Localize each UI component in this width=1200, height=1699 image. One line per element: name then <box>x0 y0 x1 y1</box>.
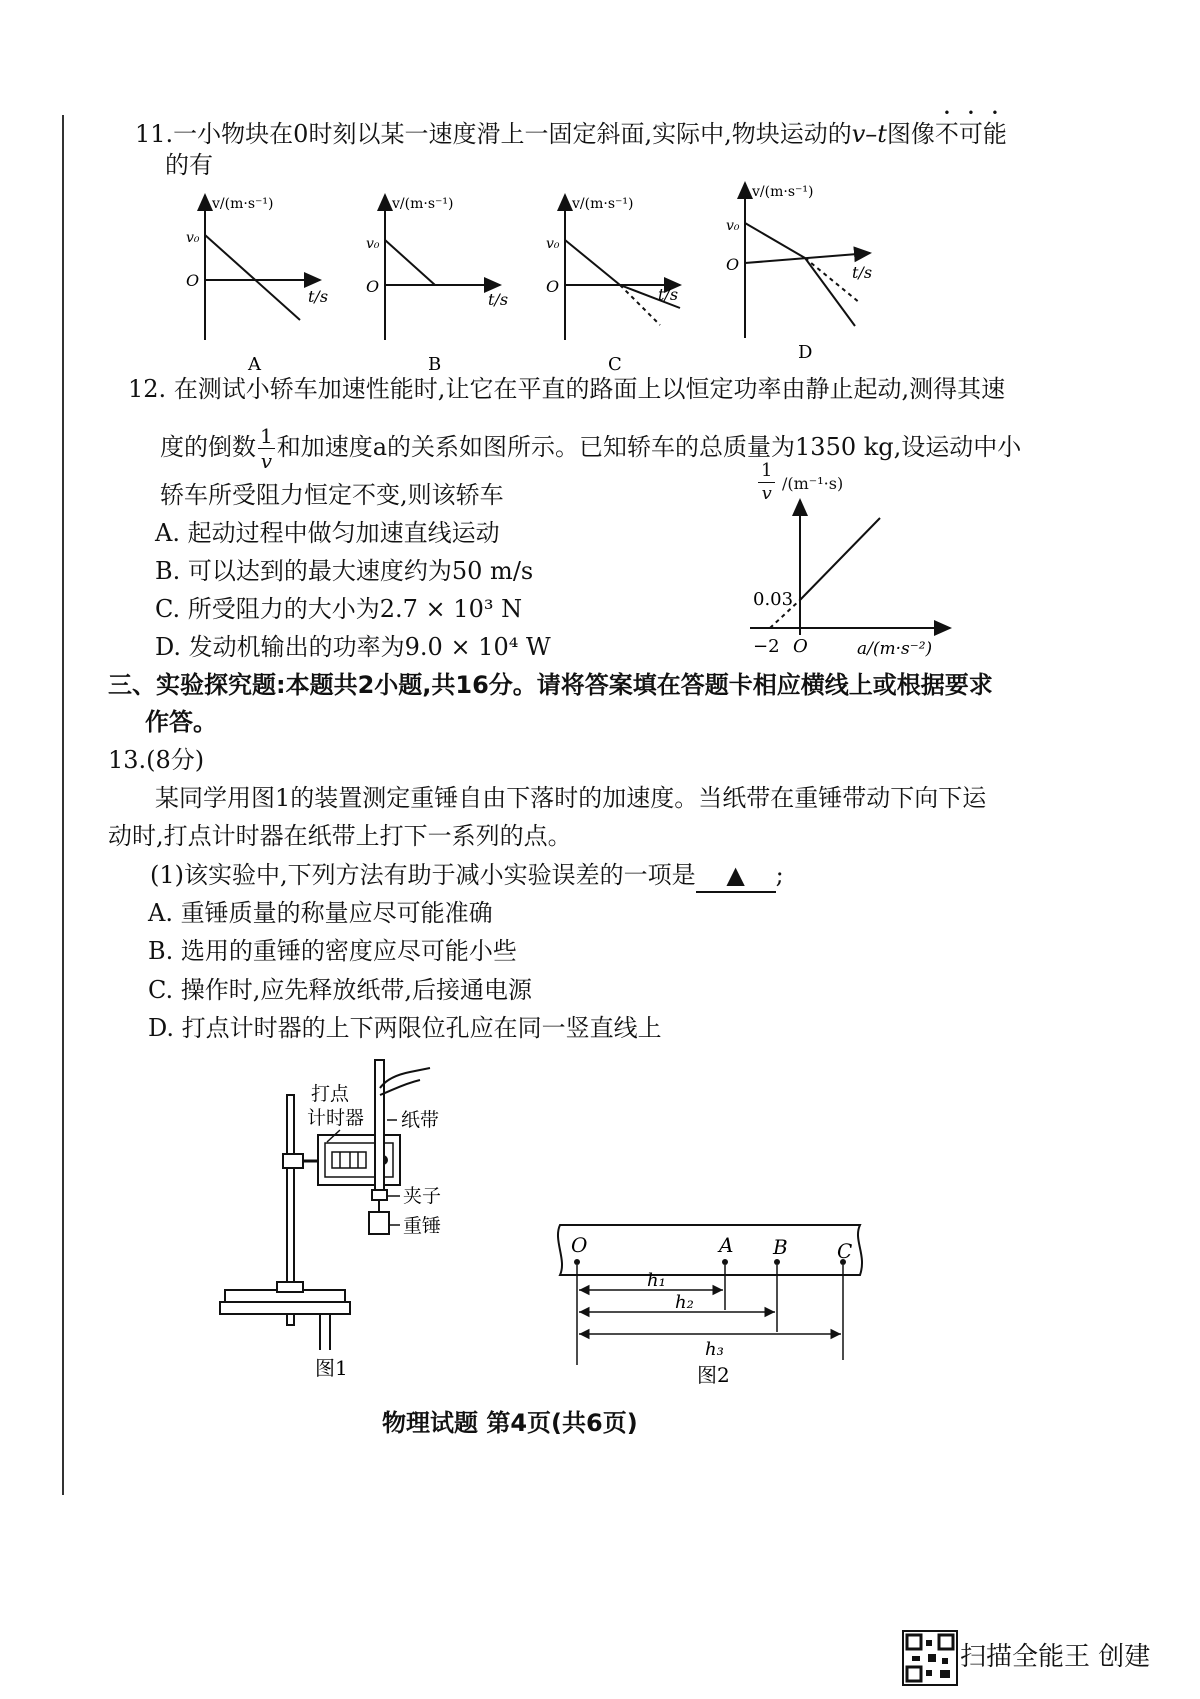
svg-text:O: O <box>366 277 380 296</box>
graph-d-line2 <box>805 258 855 326</box>
graph-c <box>546 195 680 375</box>
label-tape: 纸带 <box>401 1109 440 1131</box>
svg-text:v₀: v₀ <box>726 218 740 234</box>
section3-line2: 作答。 <box>145 708 217 736</box>
svg-text:v/(m·s⁻¹): v/(m·s⁻¹) <box>752 184 814 200</box>
svg-text:v/(m·s⁻¹): v/(m·s⁻¹) <box>572 196 634 212</box>
q12-line3: 轿车所受阻力恒定不变,则该轿车 <box>160 481 504 509</box>
svg-text:O: O <box>186 271 200 290</box>
label-timer-2: 计时器 <box>307 1107 365 1129</box>
q12-fraction: $\frac{1}{v}$ <box>260 424 273 473</box>
svg-text:v₀: v₀ <box>186 230 200 246</box>
graph-a <box>186 195 328 375</box>
graph-b <box>366 195 508 375</box>
fig2-caption: 图2 <box>697 1363 730 1387</box>
q11-line2: 的有 <box>165 151 213 179</box>
margin-line <box>62 115 64 1495</box>
q12-xlabel: a/(m·s⁻²) <box>857 639 933 659</box>
graph-d-option: D <box>798 342 813 363</box>
graph-c-option: C <box>608 354 622 375</box>
graph-b-line <box>385 240 435 285</box>
q13-sub1: (1)该实验中,下列方法有助于减小实验误差的一项是 ▲ ; <box>150 860 784 893</box>
graph-d <box>726 183 872 363</box>
q12-intercept: 0.03 <box>753 589 794 610</box>
q12-graph-ylabel-frac: 1 v <box>758 462 775 503</box>
svg-text:C: C <box>837 1239 853 1263</box>
q12-neg: −2 <box>753 636 780 657</box>
graph-a-line <box>205 235 300 320</box>
graph-a-ylabel: v/(m·s⁻¹) <box>212 196 274 212</box>
graph-c-line1 <box>565 240 620 285</box>
qr-code-icon <box>902 1630 958 1686</box>
svg-text:t/s: t/s <box>488 290 509 309</box>
q12-line2: 度的倒数 $\frac{1}{v}$ 和加速度a的关系如图所示。已知轿车的总质量为1350 kg,设运动中小 <box>160 424 1022 473</box>
svg-text:B: B <box>773 1235 788 1259</box>
q13-para1: 某同学用图1的装置测定重锤自由下落时的加速度。当纸带在重锤带动下向下运 <box>155 784 987 812</box>
graph-c-dashed <box>620 285 660 325</box>
fig2-tape <box>555 1220 875 1390</box>
scanner-watermark: 扫描全能王 创建 <box>960 1642 1151 1672</box>
point-b <box>774 1259 780 1265</box>
svg-text:v₀: v₀ <box>366 236 380 252</box>
graph-a-option: A <box>248 354 261 375</box>
svg-text:h₃: h₃ <box>705 1339 724 1360</box>
svg-text:O: O <box>546 277 560 296</box>
fig1-apparatus <box>215 1050 475 1390</box>
q12-graph-ylabel-unit: /(m⁻¹·s) <box>782 474 844 493</box>
svg-text:v/(m·s⁻¹): v/(m·s⁻¹) <box>392 196 454 212</box>
svg-text:O: O <box>571 1233 588 1257</box>
q12-option-c: C. 所受阻力的大小为2.7 × 10³ N <box>155 595 523 623</box>
q12-line <box>800 518 880 600</box>
q12-origin: O <box>793 636 808 657</box>
label-clip: 夹子 <box>403 1185 442 1207</box>
q11-line1: 11.一小物块在0时刻以某一速度滑上一固定斜面,实际中,物块运动的v–t图像不可能 <box>135 120 1007 148</box>
tape-strip <box>558 1225 862 1275</box>
answer-blank: ▲ <box>696 860 776 893</box>
svg-text:O: O <box>726 255 740 274</box>
svg-text:h₁: h₁ <box>647 1270 666 1291</box>
label-timer-1: 打点 <box>311 1083 350 1105</box>
q13-para2: 动时,打点计时器在纸带上打下一系列的点。 <box>108 822 572 850</box>
q13-option-c: C. 操作时,应先释放纸带,后接通电源 <box>148 976 533 1004</box>
table-top <box>220 1302 350 1314</box>
q11-graphs <box>160 180 900 380</box>
section3-line1: 三、实验探究题:本题共2小题,共16分。请将答案填在答题卡相应横线上或根据要求 <box>108 671 993 699</box>
fig1-caption: 图1 <box>315 1356 348 1380</box>
page-footer: 物理试题 第4页(共6页) <box>382 1409 638 1437</box>
clip <box>372 1190 387 1200</box>
q13-option-b: B. 选用的重锤的密度应尽可能小些 <box>148 937 517 965</box>
point-a <box>722 1259 728 1265</box>
svg-text:t/s: t/s <box>308 287 329 306</box>
q12-option-a: A. 起动过程中做匀加速直线运动 <box>155 519 500 547</box>
point-o <box>574 1259 580 1265</box>
svg-text:h₂: h₂ <box>675 1292 694 1313</box>
graph-d-line1 <box>745 223 805 258</box>
graph-b-option: B <box>428 354 442 375</box>
q12-line1: 12. 在测试小轿车加速性能时,让它在平直的路面上以恒定功率由静止起动,测得其速 <box>128 375 1006 403</box>
paper-tape <box>375 1060 384 1190</box>
q13-option-d: D. 打点计时器的上下两限位孔应在同一竖直线上 <box>148 1014 662 1042</box>
weight <box>369 1212 389 1234</box>
label-weight: 重锤 <box>403 1215 442 1237</box>
svg-text:A: A <box>719 1233 734 1257</box>
svg-text:t/s: t/s <box>658 285 679 304</box>
q13-option-a: A. 重锤质量的称量应尽可能准确 <box>148 899 493 927</box>
svg-text:t/s: t/s <box>852 263 873 282</box>
q12-graph <box>745 490 960 665</box>
q13-heading: 13.(8分) <box>108 746 205 774</box>
q12-option-b: B. 可以达到的最大速度约为50 m/s <box>155 557 534 585</box>
svg-text:v₀: v₀ <box>546 236 560 252</box>
q12-option-d: D. 发动机输出的功率为9.0 × 10⁴ W <box>155 633 551 661</box>
